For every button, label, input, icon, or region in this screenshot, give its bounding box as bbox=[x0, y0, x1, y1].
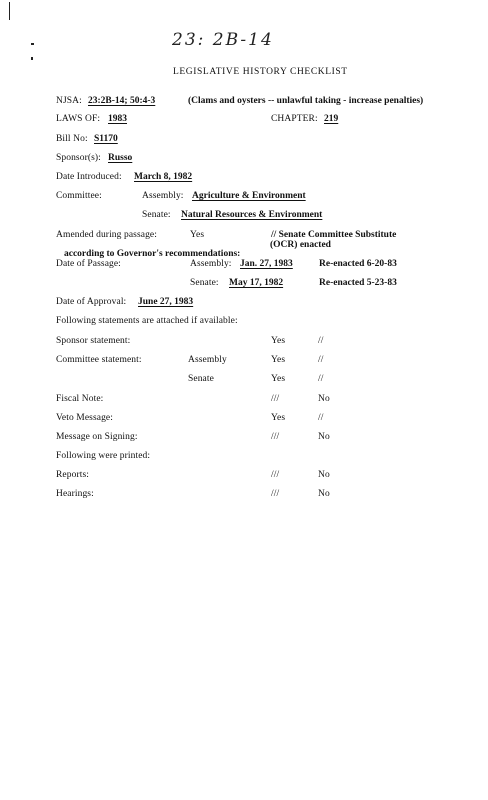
sponsors-value: Russo bbox=[108, 153, 133, 163]
statement-mark: No bbox=[318, 394, 330, 404]
statement-label: Fiscal Note: bbox=[56, 394, 104, 404]
chapter-label: CHAPTER: bbox=[271, 114, 318, 124]
printed-label: Reports: bbox=[56, 470, 89, 480]
committee-assembly-value: Agriculture & Environment bbox=[192, 191, 306, 201]
statement-value: /// bbox=[271, 432, 280, 442]
statement-sub: Assembly bbox=[188, 355, 227, 365]
passage-assembly-note: Re-enacted 6-20-83 bbox=[319, 259, 397, 269]
njsa-description: (Clams and oysters -- unlawful taking - increase penalties) bbox=[188, 96, 424, 106]
passage-senate-note: Re-enacted 5-23-83 bbox=[319, 278, 397, 288]
passage-assembly-value: Jan. 27, 1983 bbox=[240, 259, 293, 269]
statement-label: Committee statement: bbox=[56, 355, 142, 365]
statement-mark: // bbox=[318, 336, 324, 346]
printed-mark: No bbox=[318, 489, 330, 499]
amended-note-line3: according to Governor's recommendations: bbox=[64, 249, 241, 259]
sponsors-label: Sponsor(s): bbox=[56, 153, 101, 163]
bill-no-label: Bill No: bbox=[56, 134, 88, 144]
laws-of-value: 1983 bbox=[108, 114, 127, 124]
chapter-value: 219 bbox=[324, 114, 339, 124]
statement-value: Yes bbox=[271, 413, 286, 423]
margin-dot bbox=[31, 57, 33, 60]
committee-senate-label: Senate: bbox=[142, 210, 171, 220]
laws-of-label: LAWS OF: bbox=[56, 114, 101, 124]
statement-label: Message on Signing: bbox=[56, 432, 138, 442]
printed-header: Following were printed: bbox=[56, 451, 151, 461]
statements-header: Following statements are attached if available: bbox=[56, 316, 238, 326]
amended-value: Yes bbox=[190, 230, 205, 240]
committee-label: Committee: bbox=[56, 191, 102, 201]
margin-dot bbox=[31, 43, 34, 45]
statement-mark: // bbox=[318, 355, 324, 365]
passage-assembly-label: Assembly: bbox=[190, 259, 232, 269]
page-title: LEGISLATIVE HISTORY CHECKLIST bbox=[173, 67, 348, 77]
amended-note-line2: (OCR) enacted bbox=[270, 240, 331, 250]
printed-value: /// bbox=[271, 489, 280, 499]
statement-mark: No bbox=[318, 432, 330, 442]
njsa-value: 23:2B-14; 50:4-3 bbox=[88, 96, 156, 106]
committee-assembly-label: Assembly: bbox=[142, 191, 184, 201]
amended-note-line1: // Senate Committee Substitute bbox=[271, 230, 397, 240]
date-introduced-value: March 8, 1982 bbox=[134, 172, 193, 182]
statement-value: /// bbox=[271, 394, 280, 404]
statement-value: Yes bbox=[271, 374, 286, 384]
date-introduced-label: Date Introduced: bbox=[56, 172, 122, 182]
printed-value: /// bbox=[271, 470, 280, 480]
margin-mark bbox=[9, 2, 10, 20]
statement-label: Veto Message: bbox=[56, 413, 113, 423]
statement-value: Yes bbox=[271, 336, 286, 346]
passage-senate-value: May 17, 1982 bbox=[229, 278, 284, 288]
bill-no-value: S1170 bbox=[94, 134, 118, 144]
printed-label: Hearings: bbox=[56, 489, 94, 499]
njsa-label: NJSA: bbox=[56, 96, 82, 106]
statement-label: Sponsor statement: bbox=[56, 336, 131, 346]
approval-value: June 27, 1983 bbox=[138, 297, 194, 307]
handwritten-number: 23: 2B-14 bbox=[172, 30, 274, 50]
passage-senate-label: Senate: bbox=[190, 278, 219, 288]
approval-label: Date of Approval: bbox=[56, 297, 127, 307]
amended-label: Amended during passage: bbox=[56, 230, 157, 240]
statement-value: Yes bbox=[271, 355, 286, 365]
committee-senate-value: Natural Resources & Environment bbox=[181, 210, 323, 220]
statement-sub: Senate bbox=[188, 374, 214, 384]
statement-mark: // bbox=[318, 374, 324, 384]
printed-mark: No bbox=[318, 470, 330, 480]
statement-mark: // bbox=[318, 413, 324, 423]
passage-label: Date of Passage: bbox=[56, 259, 121, 269]
